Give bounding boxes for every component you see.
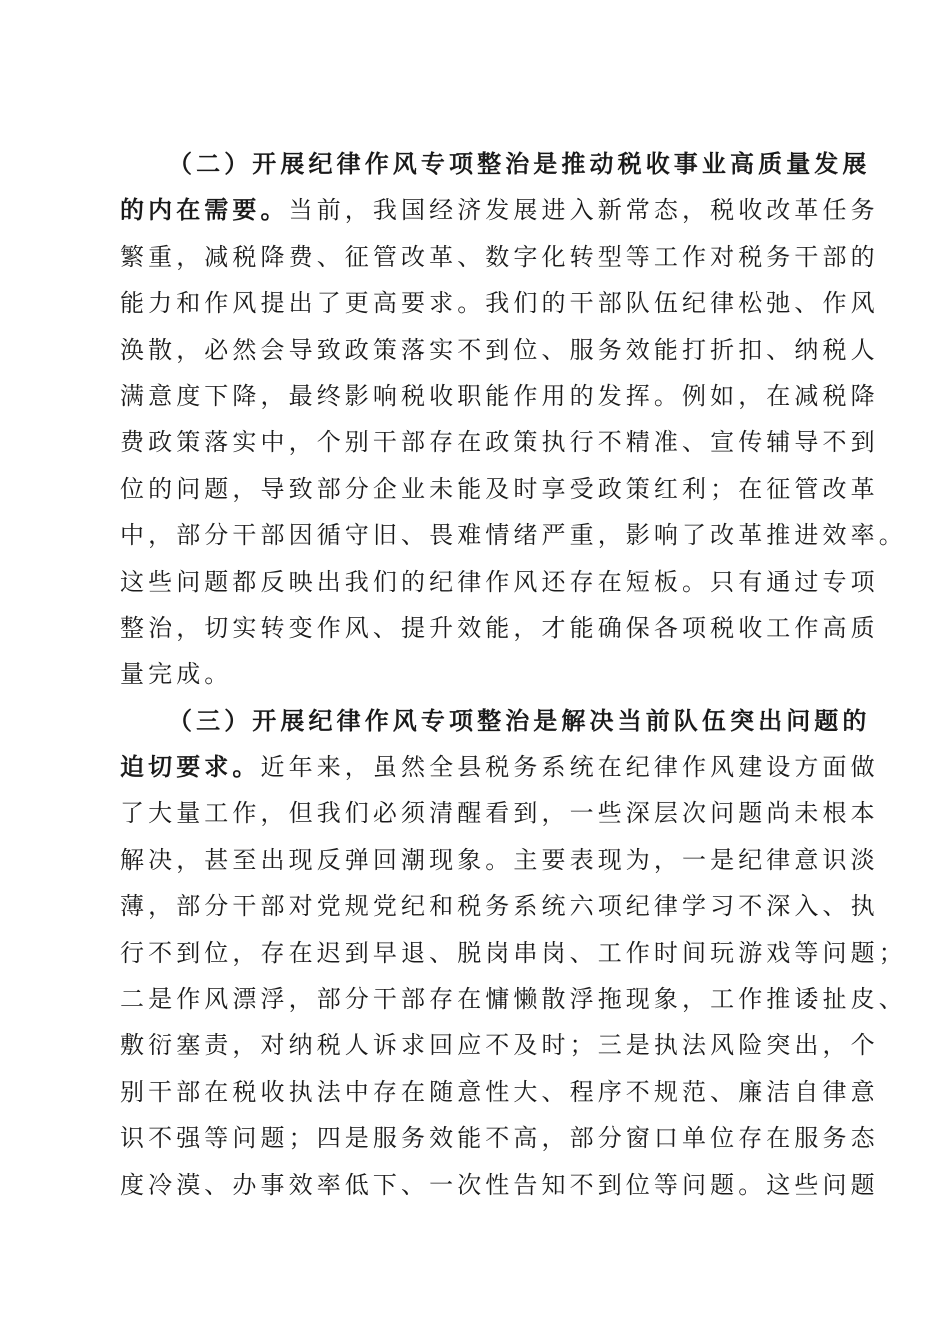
line-text: 了大量工作，但我们必须清醒看到，一些深层次问题尚未根本 [120, 799, 879, 828]
line-text: 繁重，减税降费、征管改革、数字化转型等工作对税务干部的 [120, 242, 879, 271]
text-line [120, 466, 879, 512]
text-line [120, 790, 879, 836]
line-bold: 迫切要求。 [120, 752, 261, 782]
text-line [120, 141, 871, 187]
text-line [120, 1069, 879, 1115]
text-line [120, 373, 879, 419]
line-text: 解决，甚至出现反弹回潮现象。主要表现为，一是纪律意识淡 [120, 845, 879, 874]
line-bold: （三）开展纪律作风专项整治是解决当前队伍突出问题的 [168, 705, 871, 735]
text-line [120, 559, 879, 605]
line-bold: （二）开展纪律作风专项整治是推动税收事业高质量发展 [168, 149, 871, 178]
text-line [120, 698, 871, 744]
text-line [120, 187, 879, 233]
line-text: 薄，部分干部对党规党纪和税务系统六项纪律学习不深入、执 [120, 892, 879, 921]
line-text: 位的问题，导致部分企业未能及时享受政策红利；在征管改革 [120, 474, 879, 503]
text-line [120, 280, 879, 326]
text-line [120, 327, 879, 373]
text-line [120, 883, 879, 929]
line-text: 这些问题都反映出我们的纪律作风还存在短板。只有通过专项 [120, 567, 879, 596]
line-text: 整治，切实转变作风、提升效能，才能确保各项税收工作高质 [120, 613, 879, 642]
text-line [120, 837, 879, 883]
line-text: 量完成。 [120, 660, 233, 689]
line-text: 近年来，虽然全县税务系统在纪律作风建设方面做 [260, 753, 879, 782]
line-text: 能力和作风提出了更高要求。我们的干部队伍纪律松弛、作风 [120, 289, 879, 318]
line-text: 涣散，必然会导致政策落实不到位、服务效能打折扣、纳税人 [120, 335, 879, 364]
text-line [120, 605, 879, 651]
text-line [120, 651, 830, 697]
text-line [120, 976, 907, 1022]
text-line [120, 930, 907, 976]
text-line [120, 744, 879, 790]
line-text: 满意度下降，最终影响税收职能作用的发挥。例如，在减税降 [120, 381, 879, 410]
line-text: 度冷漠、办事效率低下、一次性告知不到位等问题。这些问题 [120, 1170, 879, 1199]
line-text: 二是作风漂浮，部分干部存在慵懒散浮拖现象，工作推诿扯皮、 [120, 985, 907, 1014]
document-page [120, 141, 907, 1208]
line-text: 费政策落实中，个别干部存在政策执行不精准、宣传辅导不到 [120, 428, 879, 457]
line-text: 敷衍塞责，对纳税人诉求回应不及时；三是执法风险突出，个 [120, 1031, 879, 1060]
text-line [120, 1115, 879, 1161]
line-text: 当前，我国经济发展进入新常态，税收改革任务 [288, 196, 879, 225]
text-line [120, 1162, 879, 1208]
line-text: 中，部分干部因循守旧、畏难情绪严重，影响了改革推进效率。 [120, 521, 907, 550]
line-bold: 的内在需要。 [120, 195, 289, 225]
text-line [120, 1022, 879, 1068]
line-text: 识不强等问题；四是服务效能不高，部分窗口单位存在服务态 [120, 1124, 879, 1153]
text-line [120, 512, 907, 558]
line-text: 行不到位，存在迟到早退、脱岗串岗、工作时间玩游戏等问题； [120, 938, 907, 967]
line-text: 别干部在税收执法中存在随意性大、程序不规范、廉洁自律意 [120, 1077, 879, 1106]
text-line [120, 234, 879, 280]
text-line [120, 419, 879, 465]
